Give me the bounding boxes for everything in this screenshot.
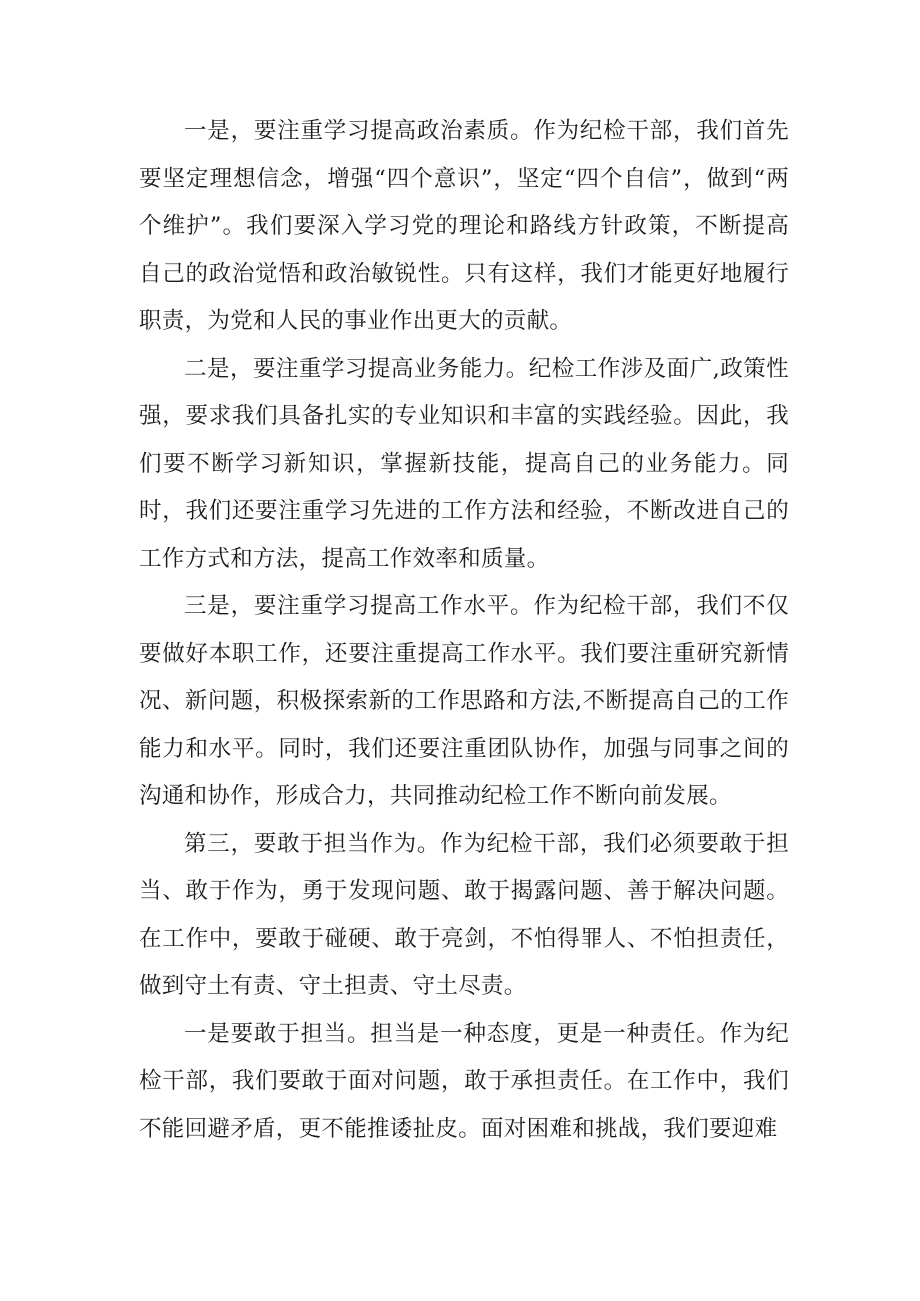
paragraph-4: 第三，要敢于担当作为。作为纪检干部，我们必须要敢于担当、敢于作为，勇于发现问题、敢于揭露问题、善于解决问题。在工作中，要敢于碰硬、敢于亮剑，不怕得罪人、不怕担责任，做到守土有责、守土担责、守土尽责。 (139, 830, 789, 999)
paragraph-1: 一是，要注重学习提高政治素质。作为纪检干部，我们首先要坚定理想信念，增强“四个意识”，坚定“四个自信”，做到“两个维护”。我们要深入学习党的理论和路线方针政策，不断提高自己的政治觉悟和政治敏锐性。只有这样，我们才能更好地履行职责，为党和人民的事业作出更大的贡献。 (139, 118, 789, 334)
paragraph-5: 一是要敢于担当。担当是一种态度，更是一种责任。作为纪检干部，我们要敢于面对问题，敢于承担责任。在工作中，我们不能回避矛盾，更不能推诿扯皮。面对困难和挑战，我们要迎难 (139, 1020, 789, 1142)
paragraph-3: 三是，要注重学习提高工作水平。作为纪检干部，我们不仅要做好本职工作，还要注重提高工作水平。我们要注重研究新情况、新问题，积极探索新的工作思路和方法,不断提高自己的工作能力和水平。同时，我们还要注重团队协作，加强与同事之间的沟通和协作，形成合力，共同推动纪检工作不断向前发展。 (139, 593, 789, 809)
document-body (139, 108, 789, 1153)
paragraph-2: 二是，要注重学习提高业务能力。纪检工作涉及面广,政策性强，要求我们具备扎实的专业知识和丰富的实践经验。因此，我们要不断学习新知识，掌握新技能，提高自己的业务能力。同时，我们还要注重学习先进的工作方法和经验，不断改进自己的工作方式和方法，提高工作效率和质量。 (139, 355, 789, 572)
